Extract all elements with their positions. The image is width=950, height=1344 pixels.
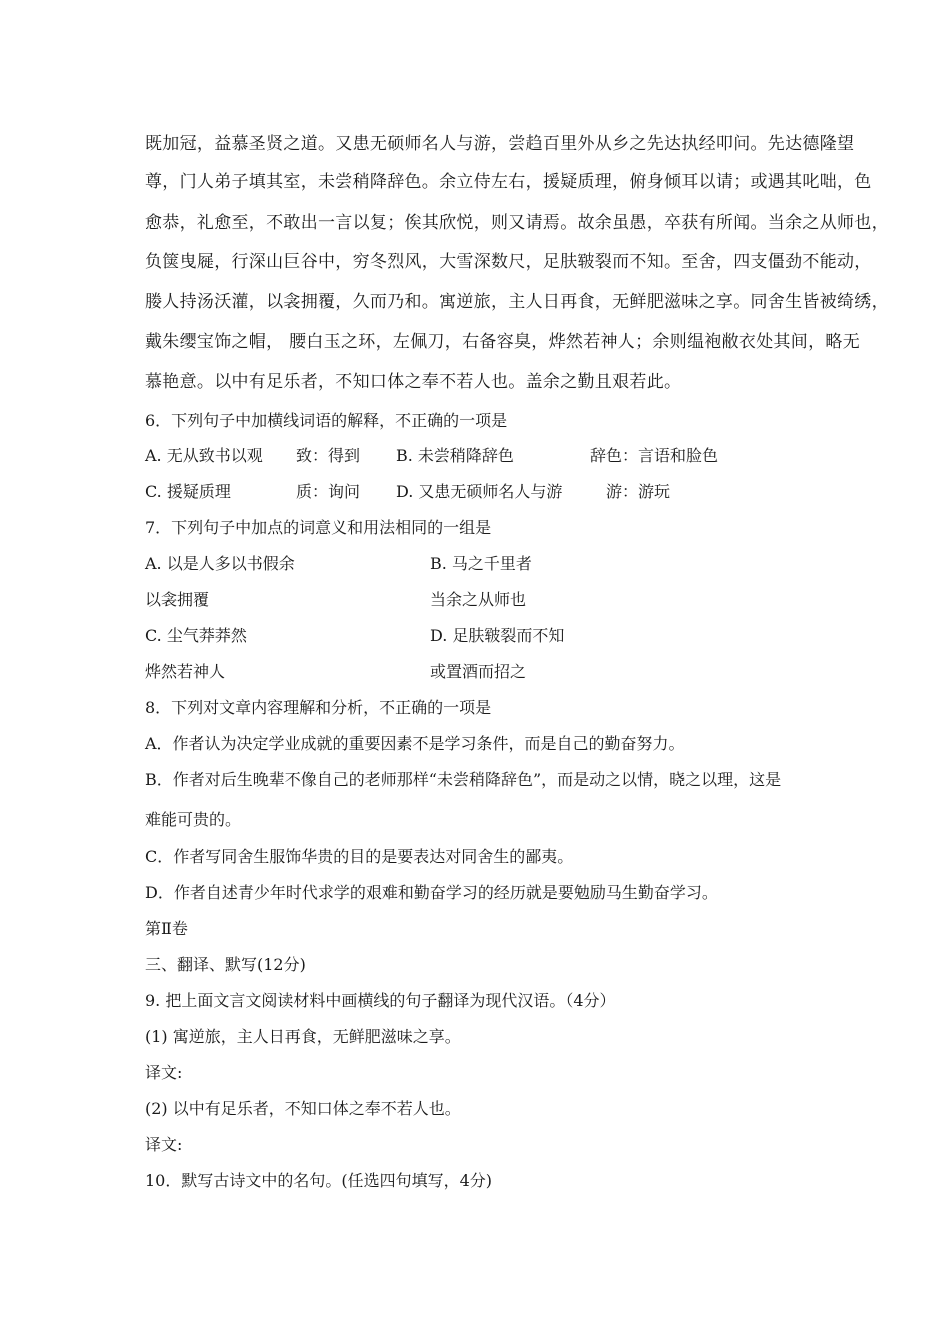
passage-line-7: 慕艳意。以中有足乐者，不知口体之奉不若人也。盖余之勤且艰若此。	[145, 372, 682, 392]
q8-option-b-line2: 难能可贵的。	[145, 810, 242, 829]
q9-sentence-1: (1) 寓逆旅，主人日再食，无鲜肥滋味之享。	[145, 1027, 461, 1046]
q9-translation-label-2: 译文:	[145, 1135, 183, 1154]
q8-option-a: A．作者认为决定学业成就的重要因素不是学习条件，而是自己的勤奋努力。	[145, 734, 685, 753]
q8-option-d: D．作者自述青少年时代求学的艰难和勤奋学习的经历就是要勉励马生勤奋学习。	[145, 883, 718, 902]
q6-option-c-gloss: 质：询问	[296, 482, 361, 501]
q7-option-d-line2: 或置酒而招之	[430, 662, 527, 681]
q7-option-b-line2: 当余之从师也	[430, 590, 527, 609]
q8-stem: 8．下列对文章内容理解和分析，不正确的一项是	[145, 698, 492, 717]
q7-option-c-line2: 烨然若神人	[145, 662, 226, 681]
q6-option-b-gloss: 辞色：言语和脸色	[590, 446, 719, 465]
passage-line-1: 既加冠，益慕圣贤之道。又患无硕师名人与游，尝趋百里外从乡之先达执经叩问。先达德隆望	[145, 134, 855, 154]
passage-line-5: 媵人持汤沃灌，以衾拥覆，久而乃和。寓逆旅，主人日再食，无鲜肥滋味之享。同舍生皆被绮绣，	[145, 292, 889, 312]
q7-option-a-line2: 以衾拥覆	[145, 590, 210, 609]
q7-option-d-line1: D. 足肤皲裂而不知	[430, 626, 565, 645]
q6-option-c-sentence: C. 援疑质理	[145, 482, 231, 501]
q7-option-b-line1: B. 马之千里者	[430, 554, 532, 573]
q8-option-c: C．作者写同舍生服饰华贵的目的是要表达对同舍生的鄙夷。	[145, 847, 574, 866]
q6-option-d-sentence: D. 又患无硕师名人与游	[396, 482, 563, 501]
q6-option-a-gloss: 致：得到	[296, 446, 361, 465]
q6-option-b-sentence: B. 未尝稍降辞色	[396, 446, 514, 465]
q9-stem: 9. 把上面文言文阅读材料中画横线的句子翻译为现代汉语。（4分）	[145, 991, 616, 1010]
passage-line-3: 愈恭，礼愈至，不敢出一言以复；俟其欣悦，则又请焉。故余虽愚，卒获有所闻。当余之从师也，	[145, 213, 889, 233]
q8-option-b-line1: B．作者对后生晚辈不像自己的老师那样“未尝稍降辞色”，而是动之以情，晓之以理，这是	[145, 770, 782, 789]
q6-option-a-sentence: A. 无从致书以观	[145, 446, 263, 465]
passage-line-2: 尊，门人弟子填其室，未尝稍降辞色。余立侍左右，援疑质理，俯身倾耳以请；或遇其叱咄，色	[145, 172, 872, 192]
part-3-heading: 三、翻译、默写(12分)	[145, 955, 306, 974]
q7-option-c-line1: C. 尘气莽莽然	[145, 626, 247, 645]
q10-stem: 10．默写古诗文中的名句。(任选四句填写，4分)	[145, 1171, 493, 1190]
passage-line-4: 负箧曳屣，行深山巨谷中，穷冬烈风，大雪深数尺，足肤皲裂而不知。至舍，四支僵劲不能动，	[145, 252, 872, 272]
q7-stem: 7．下列句子中加点的词意义和用法相同的一组是	[145, 518, 492, 537]
q7-option-a-line1: A. 以是人多以书假余	[145, 554, 295, 573]
q9-translation-label-1: 译文:	[145, 1063, 183, 1082]
q6-stem: 6．下列句子中加横线词语的解释，不正确的一项是	[145, 411, 508, 430]
passage-line-6: 戴朱缨宝饰之帽， 腰白玉之环，左佩刀，右备容臭，烨然若神人；余则缊袍敝衣处其间，略无	[145, 332, 861, 352]
volume-heading: 第Ⅱ卷	[145, 919, 188, 938]
q6-option-d-gloss: 游：游玩	[606, 482, 671, 501]
q9-sentence-2: (2) 以中有足乐者，不知口体之奉不若人也。	[145, 1099, 461, 1118]
